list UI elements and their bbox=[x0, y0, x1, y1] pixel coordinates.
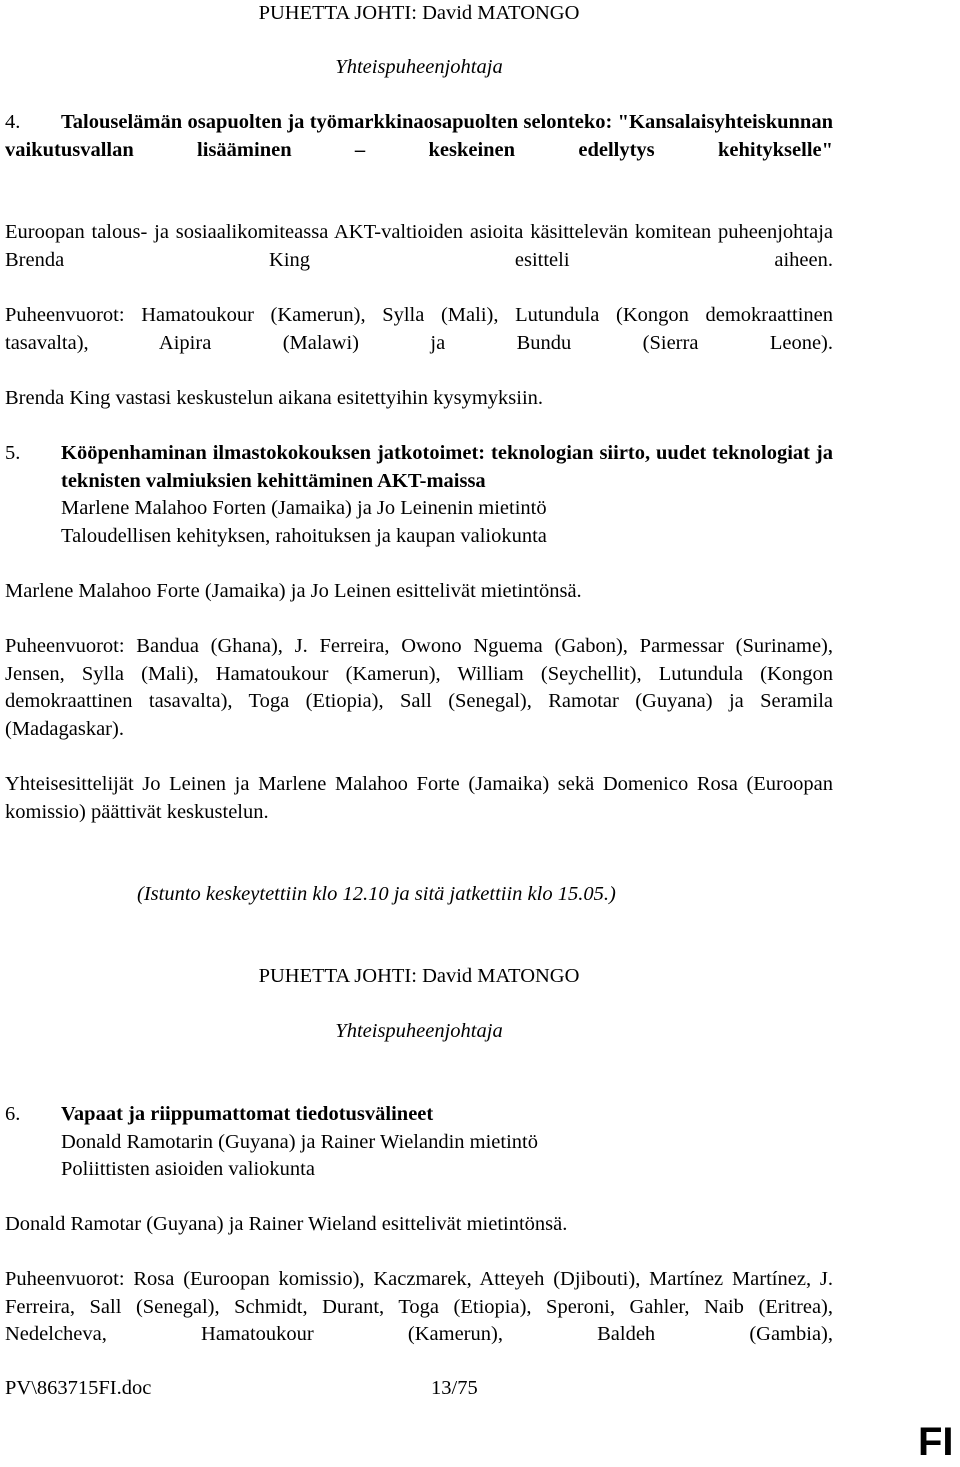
item-5-paragraph-3: Yhteisesittelijät Jo Leinen ja Marlene Malahoo Forte (Jamaika) sekä Domenico Rosa (Euroopan komissio) päättivät keskustelun. bbox=[5, 773, 833, 823]
item-5-paragraph-2: Puheenvuorot: Bandua (Ghana), J. Ferreira, Owono Nguema (Gabon), Parmessar (Suriname), Jensen, Sylla (Mali), Hamatoukour (Kamerun), William (Seychellit), Lutundula (Kongon demokraattinen tasavalta), Toga (Etiopia), Sall (Senegal), Ramotar (Guyana) ja Seramila (Madagaskar). bbox=[5, 635, 833, 740]
item-4-title: Talouselämän osapuolten ja työmarkkinaosapuolten selonteko: "Kansalaisyhteiskunnan vaikutusvallan lisääminen – keskeinen edellytys kehitykselle" bbox=[5, 111, 833, 161]
item-6-committee: Poliittisten asioiden valiokunta bbox=[61, 1158, 315, 1180]
agenda-item-4 bbox=[5, 109, 833, 164]
item-5-number: 5. bbox=[5, 442, 21, 464]
item-4-paragraph-1: Euroopan talous- ja sosiaalikomiteassa AKT-valtioiden asioita käsittelevän komitean puheenjohtaja Brenda King esitteli aiheen. bbox=[5, 221, 833, 271]
chair-header-top: PUHETTA JOHTI: David MATONGO bbox=[258, 2, 580, 24]
item-5-committee: Taloudellisen kehityksen, rahoituksen ja kaupan valiokunta bbox=[61, 524, 547, 547]
agenda-item-5 bbox=[5, 440, 833, 550]
item-4-number: 4. bbox=[5, 111, 21, 133]
item-6-paragraph-1: Donald Ramotar (Guyana) ja Rainer Wieland esittelivät mietintönsä. bbox=[5, 1213, 568, 1235]
footer-doc-ref: PV\863715FI.doc bbox=[5, 1377, 152, 1399]
item-5-paragraph-1: Marlene Malahoo Forte (Jamaika) ja Jo Leinen esittelivät mietintönsä. bbox=[5, 580, 582, 602]
chair-role-mid: Yhteispuheenjohtaja bbox=[335, 1020, 503, 1042]
chair-header-mid: PUHETTA JOHTI: David MATONGO bbox=[258, 965, 580, 987]
agenda-item-6 bbox=[5, 1101, 833, 1184]
item-6-paragraph-2: Puheenvuorot: Rosa (Euroopan komissio), Kaczmarek, Atteyeh (Djibouti), Martínez Martínez, J. Ferreira, Sall (Senegal), Schmidt, Durant, Toga (Etiopia), Speroni, Gahler, Naib (Eritrea), Nedelcheva, Hamatoukour (Kamerun), Baldeh (Gambia), bbox=[5, 1268, 833, 1345]
item-5-rapporteurs: Marlene Malahoo Forten (Jamaika) ja Jo Leinenin mietintö bbox=[61, 497, 547, 519]
item-5-title: Kööpenhaminan ilmastokokouksen jatkotoimet: teknologian siirto, uudet teknologiat ja teknisten valmiuksien kehittäminen AKT-maissa bbox=[61, 442, 833, 492]
item-4-paragraph-3: Brenda King vastasi keskustelun aikana esitettyihin kysymyksiin. bbox=[5, 387, 544, 409]
item-6-rapporteurs: Donald Ramotarin (Guyana) ja Rainer Wielandin mietintö bbox=[61, 1130, 538, 1153]
item-6-title: Vapaat ja riippumattomat tiedotusvälineet bbox=[61, 1103, 434, 1125]
language-code: FI bbox=[918, 1420, 954, 1464]
suspension-note: (Istunto keskeytettiin klo 12.10 ja sitä jatkettiin klo 15.05.) bbox=[137, 883, 616, 905]
item-6-number: 6. bbox=[5, 1103, 21, 1125]
item-4-paragraph-2: Puheenvuorot: Hamatoukour (Kamerun), Sylla (Mali), Lutundula (Kongon demokraattinen tasavalta), Aipira (Malawi) ja Bundu (Sierra Leone). bbox=[5, 304, 833, 354]
footer-page-number: 13/75 bbox=[431, 1377, 478, 1399]
chair-role-top: Yhteispuheenjohtaja bbox=[335, 56, 503, 78]
